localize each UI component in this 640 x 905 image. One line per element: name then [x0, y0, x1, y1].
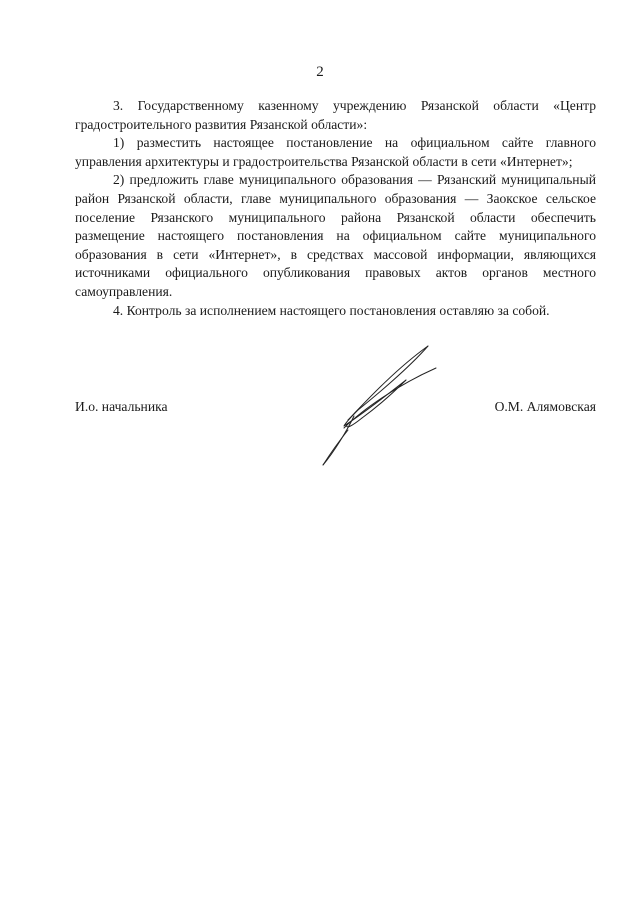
paragraph-3-2: 2) предложить главе муниципального образования — Рязанский муниципальный район Рязанской области, главе муниципального образования — Заокское сельское поселение Рязанского муниципального района Рязанской области обеспечить размещение настоящего постановления на официальном сайте муниципального образования в сети «Интернет», в средствах массовой информации, являющихся источниками официального опубликования правовых актов органов местного самоуправления.: [75, 172, 596, 299]
signatory-title: И.о. начальника: [75, 399, 168, 414]
signatory-name: О.М. Алямовская: [494, 399, 596, 414]
page-number: 2: [316, 64, 324, 80]
handwritten-signature: [318, 344, 438, 469]
paragraph-4: 4. Контроль за исполнением настоящего постановления оставляю за собой.: [113, 302, 550, 318]
document-body: [75, 97, 596, 320]
paragraph-3-1: 1) разместить настоящее постановление на официальном сайте главного управления архитектуры и градостроительства Рязанской области в сети «Интернет»;: [75, 135, 596, 169]
paragraph-3: 3. Государственному казенному учреждению Рязанской области «Центр градостроительного развития Рязанской области»:: [75, 98, 596, 132]
